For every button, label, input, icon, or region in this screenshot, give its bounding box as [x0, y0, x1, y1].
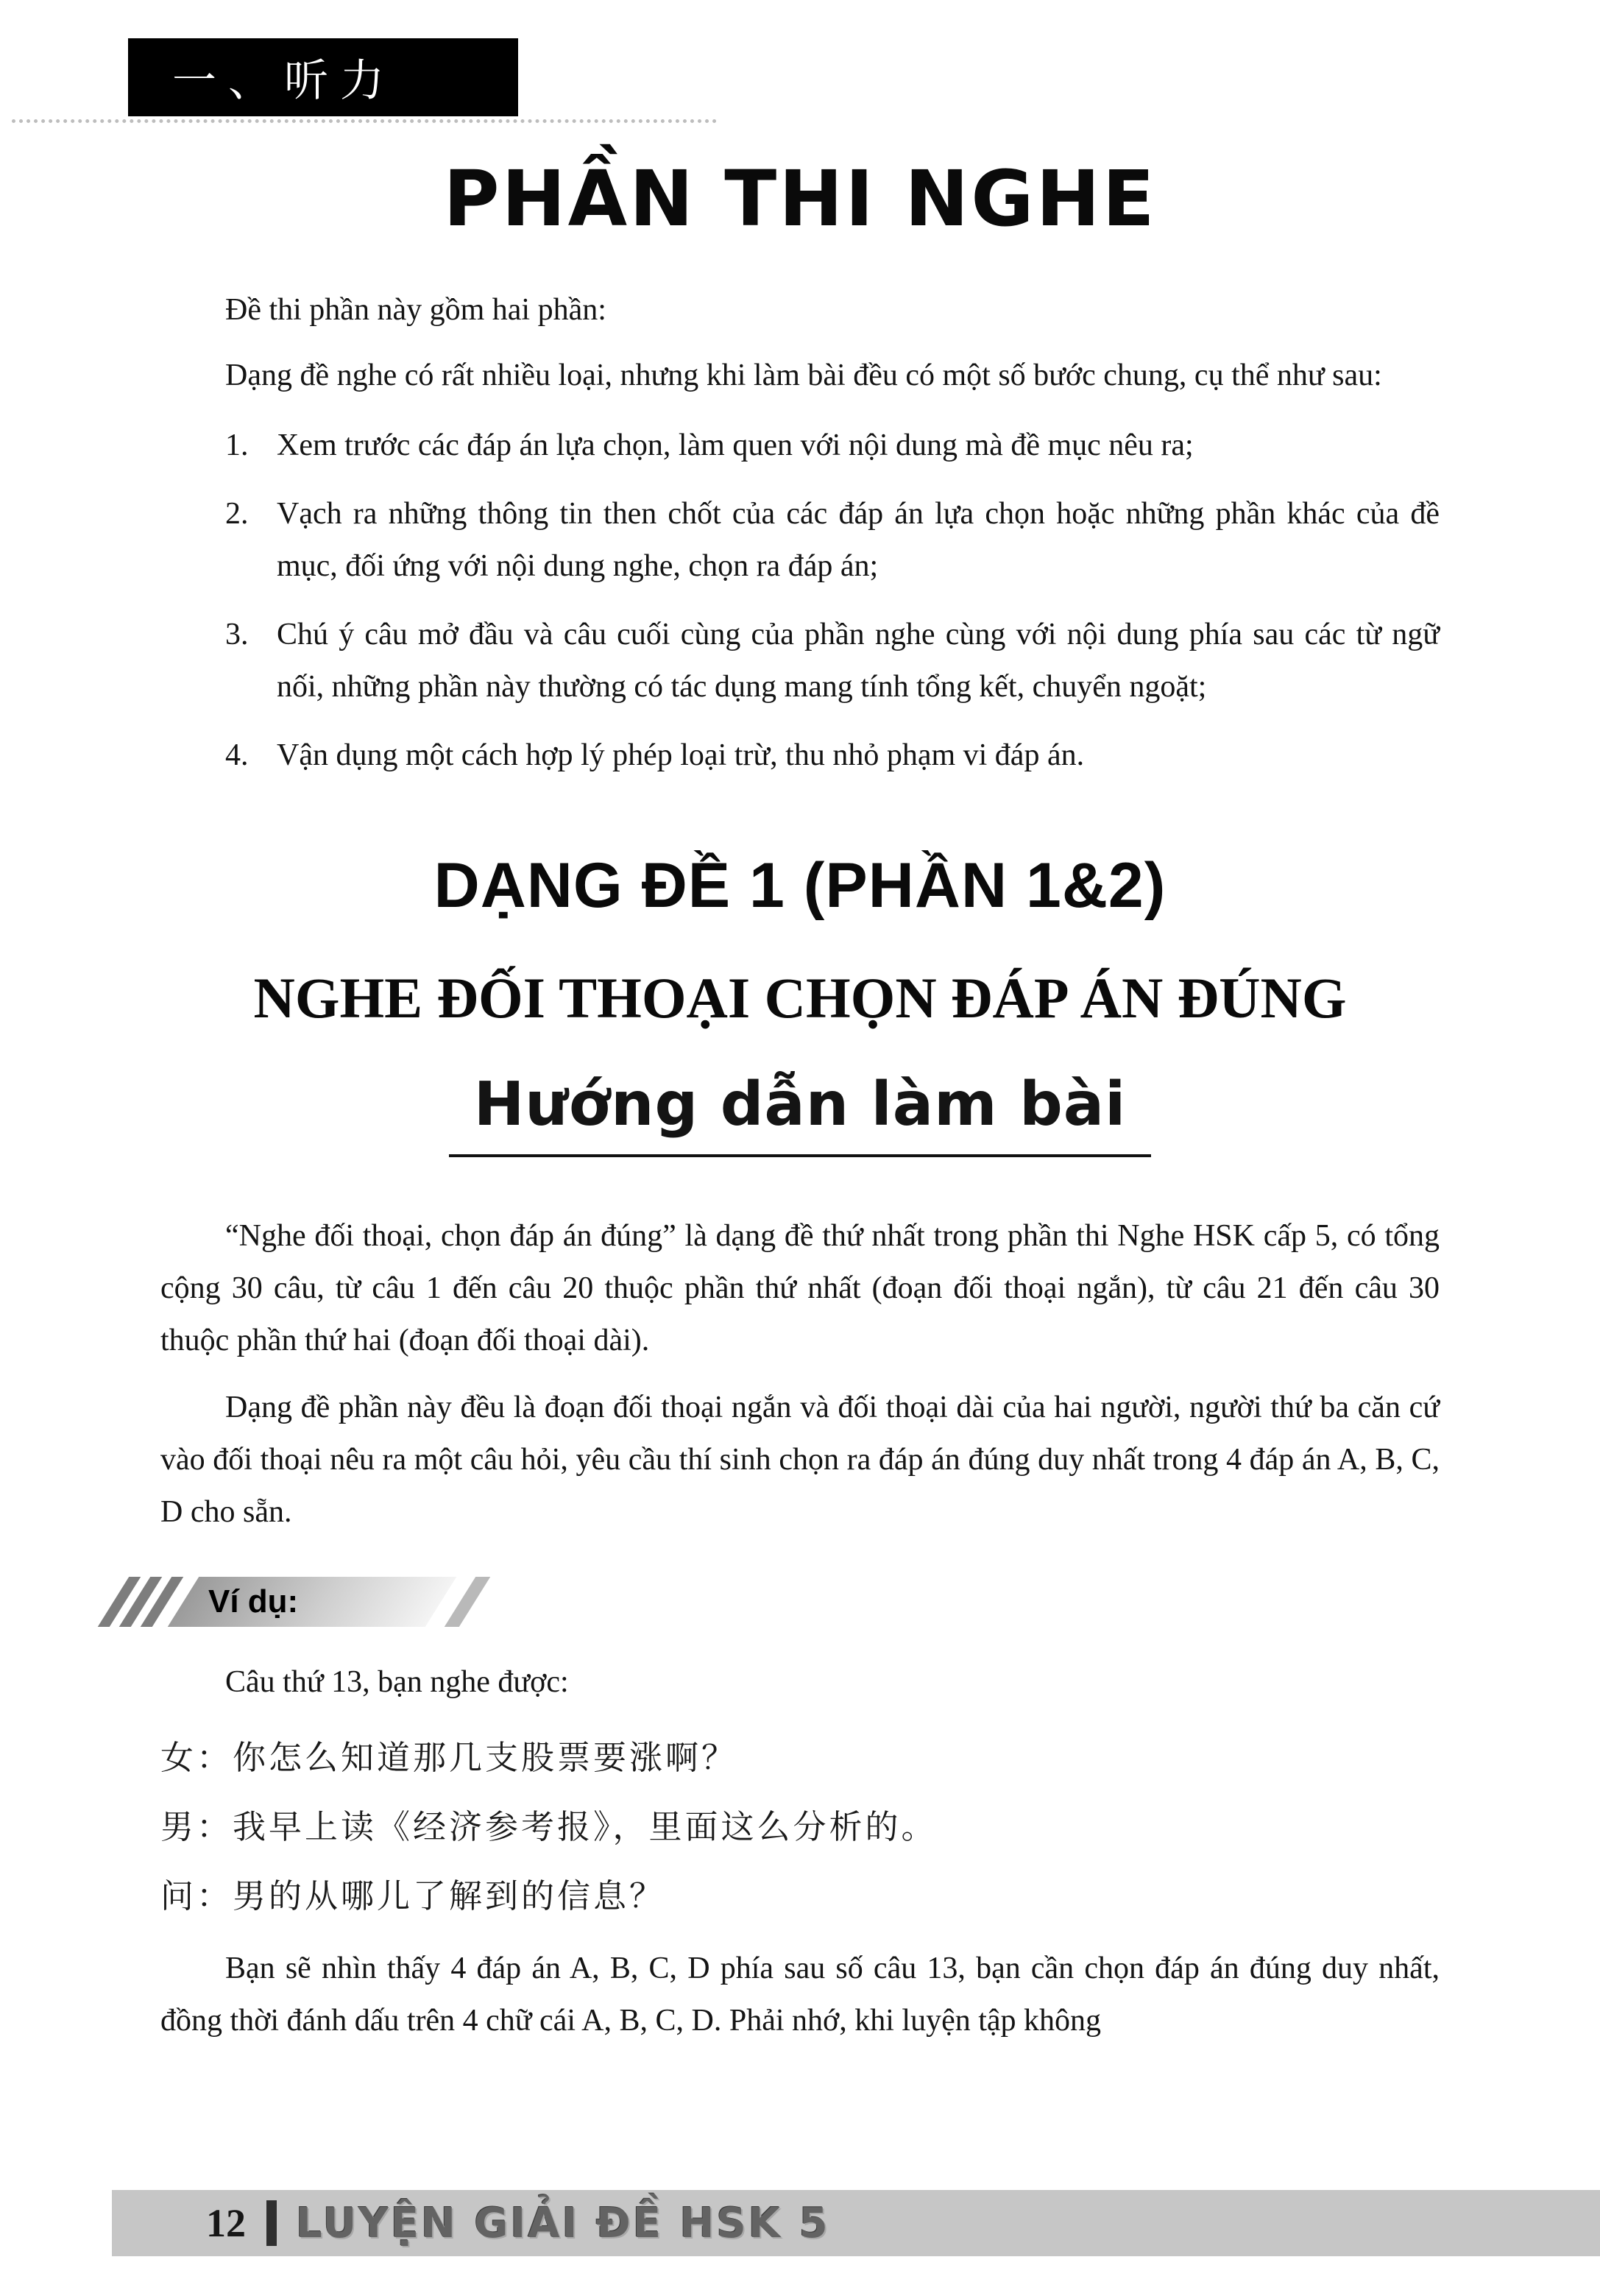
- step-text: Vạch ra những thông tin then chốt của các đáp án lựa chọn hoặc những phần khác của đề mục, đối ứng với nội dung nghe, chọn ra đáp án;: [277, 496, 1440, 583]
- dialog-line-woman: 女：你怎么知道那几支股票要涨啊？: [160, 1737, 738, 1777]
- step-item: [160, 730, 1440, 782]
- step-item: [160, 488, 1440, 593]
- step-number: 4.: [225, 738, 249, 772]
- dotted-divider: [12, 119, 717, 123]
- subheading-wrap: [160, 1070, 1440, 1157]
- section-subheading: Hướng dẫn làm bài: [449, 1070, 1152, 1157]
- example-outro: Bạn sẽ nhìn thấy 4 đáp án A, B, C, D phía sau số câu 13, bạn cần chọn đáp án đúng duy nhất, đồng thời đánh dấu trên 4 chữ cái A, B, C, D. Phải nhớ, khi luyện tập không: [160, 1951, 1440, 2038]
- page-number: 12: [206, 2201, 246, 2245]
- example-label-background: [168, 1577, 456, 1627]
- step-number: 3.: [225, 617, 249, 651]
- section-heading-title: NGHE ĐỐI THOẠI CHỌN ĐÁP ÁN ĐÚNG: [253, 965, 1347, 1030]
- step-item: [160, 609, 1440, 713]
- chapter-banner-text: 一、听力: [172, 55, 396, 107]
- page-header: [0, 0, 1600, 123]
- page-footer: [112, 2190, 1600, 2256]
- example-intro: Câu thứ 13, bạn nghe được:: [225, 1664, 569, 1699]
- chapter-banner: [128, 38, 518, 116]
- step-number: 2.: [225, 496, 249, 531]
- dialog-line-man: 男：我早上读《经济参考报》，里面这么分析的。: [160, 1806, 938, 1846]
- guide-paragraph-1: “Nghe đối thoại, chọn đáp án đúng” là dạng đề thứ nhất trong phần thi Nghe HSK cấp 5, có tổng cộng 30 câu, từ câu 1 đến câu 20 thuộc phần thứ nhất (đoạn đối thoại ngắn), từ câu 21 đến câu 30 thuộc phần thứ hai (đoạn đối thoại dài).: [160, 1218, 1440, 1357]
- page-content: [0, 154, 1600, 2046]
- step-text: Vận dụng một cách hợp lý phép loại trừ, thu nhỏ phạm vi đáp án.: [277, 738, 1085, 772]
- intro-paragraph-2: Dạng đề nghe có rất nhiều loại, nhưng khi làm bài đều có một số bước chung, cụ thể như sau:: [225, 358, 1382, 392]
- step-text: Chú ý câu mở đầu và câu cuối cùng của phần nghe cùng với nội dung phía sau các từ ngữ nối, những phần này thường có tác dụng mang tính tổng kết, chuyển ngoặt;: [277, 617, 1440, 704]
- footer-separator: [266, 2200, 277, 2246]
- page-title: PHẦN THI NGHE: [443, 154, 1157, 244]
- section-heading-type: DẠNG ĐỀ 1 (PHẦN 1&2): [433, 849, 1167, 921]
- example-label-row: [113, 1577, 1440, 1627]
- step-number: 1.: [225, 428, 249, 462]
- example-dialog: [160, 1738, 1440, 1916]
- dialog-line-question: 问：男的从哪儿了解到的信息？: [160, 1876, 666, 1915]
- step-text: Xem trước các đáp án lựa chọn, làm quen với nội dung mà đề mục nêu ra;: [277, 428, 1194, 462]
- book-title: LUYỆN GIẢI ĐỀ HSK 5: [296, 2199, 830, 2247]
- intro-paragraph-1: Đề thi phần này gồm hai phần:: [225, 293, 606, 327]
- example-label: Ví dụ:: [208, 1583, 299, 1619]
- step-item: [160, 420, 1440, 472]
- guide-paragraph-2: Dạng đề phần này đều là đoạn đối thoại ngắn và đối thoại dài của hai người, người thứ ba căn cứ vào đối thoại nêu ra một câu hỏi, yêu cầu thí sinh chọn ra đáp án đúng duy nhất trong 4 đáp án A, B, C, D cho sẵn.: [160, 1390, 1440, 1529]
- steps-list: [160, 420, 1440, 782]
